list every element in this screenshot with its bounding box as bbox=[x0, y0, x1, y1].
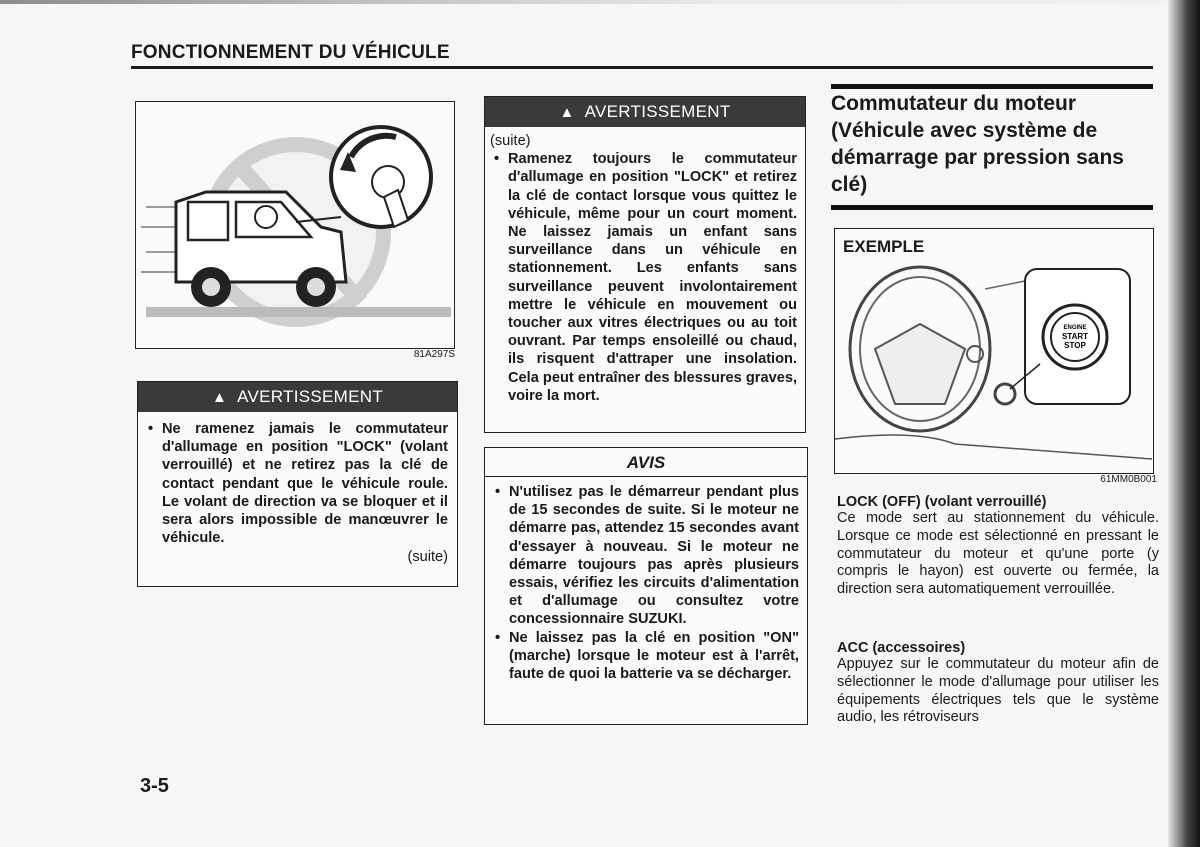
steering-wheel-switch-illustration bbox=[835, 229, 1152, 472]
button-line: STOP bbox=[1064, 341, 1086, 350]
warning-box-middle bbox=[484, 96, 806, 433]
figure-code: 81A297S bbox=[413, 349, 455, 360]
page-top-shadow bbox=[0, 0, 1200, 4]
title-rule-top bbox=[831, 84, 1153, 89]
acc-text: Appuyez sur le commutateur du moteur afin de sélectionner le mode d'allumage pour utiliser les équipements électriques tels que le système audio, les rétroviseurs bbox=[837, 656, 1159, 726]
notice-body bbox=[485, 477, 807, 683]
header-rule bbox=[131, 66, 1153, 69]
title-rule-bottom bbox=[831, 205, 1153, 210]
warning-title: AVERTISSEMENT bbox=[237, 387, 384, 406]
notice-title: AVIS bbox=[485, 448, 807, 477]
button-line: START bbox=[1061, 332, 1089, 341]
figure-code: 61MM0B001 bbox=[1100, 474, 1157, 485]
warning-box-left bbox=[137, 381, 458, 587]
lock-heading: LOCK (OFF) (volant verrouillé) bbox=[837, 494, 1047, 510]
page-number: 3-5 bbox=[140, 775, 169, 797]
figure-engine-switch bbox=[834, 228, 1154, 474]
warning-triangle-icon: ▲ bbox=[211, 389, 228, 406]
warning-header bbox=[138, 382, 457, 412]
acc-section bbox=[837, 640, 1159, 727]
notice-bullet: • Ne laissez pas la clé en position "ON" (marche) lorsque le moteur est à l'arrêt, faute de quoi la batterie va se décharger. bbox=[491, 629, 799, 684]
book-spine-shadow bbox=[1168, 0, 1200, 847]
warning-body bbox=[485, 127, 805, 405]
warning-title: AVERTISSEMENT bbox=[584, 102, 731, 121]
warning-body bbox=[138, 412, 457, 567]
continued-label: (suite) bbox=[490, 133, 531, 149]
section-title: Commutateur du moteur (Véhicule avec système de démarrage par pression sans clé) bbox=[831, 92, 1124, 196]
warning-triangle-icon: ▲ bbox=[559, 104, 575, 121]
illustration-car-no-lock bbox=[135, 101, 455, 349]
lock-section bbox=[837, 494, 1159, 599]
warning-bullet: • Ramenez toujours le commutateur d'allumage en position "LOCK" et retirez la clé de contact lorsque vous quittez le véhicule, même pour un court moment. Ne laissez jamais un enfant sans surveillance dans un véhicule en stationnement. Les enfants sans surveillance peuvent involontairement mettre le véhicule en mouvement ou toucher aux vitres électriques ou au toit ouvrant. Par temps ensoleillé ou chaud, ils risquent d'attraper une insolation. Cela peut entraîner des blessures graves, voire la mort. bbox=[490, 150, 797, 405]
section-header: FONCTIONNEMENT DU VÉHICULE bbox=[131, 42, 450, 63]
figure-label: EXEMPLE bbox=[843, 237, 925, 256]
car-prohibited-illustration bbox=[136, 102, 453, 347]
lock-text: Ce mode sert au stationnement du véhicule. Lorsque ce mode est sélectionné en pressant le commutateur du moteur et qu'une porte (y compris le hayon) est ouverte ou fermée, la direction sera automatiquement verrouillée. bbox=[837, 510, 1159, 598]
continued-label: (suite) bbox=[407, 549, 448, 566]
notice-bullet: • N'utilisez pas le démarreur pendant plus de 15 secondes de suite. Si le moteur ne démarre pas, attendez 15 secondes avant d'essayer à nouveau. Si le moteur ne démarre toujours pas après plusieurs essais, vérifiez les circuits d'alimentation et d'allumage ou consultez votre concessionnaire SUZUKI. bbox=[491, 483, 799, 629]
acc-heading: ACC (accessoires) bbox=[837, 640, 966, 656]
warning-header bbox=[485, 97, 805, 127]
notice-box bbox=[484, 447, 808, 725]
warning-bullet: • Ne ramenez jamais le commutateur d'allumage en position "LOCK" (volant verrouillé) et ne retirez pas la clé de contact pendant que le véhicule roule. Le volant de direction va se bloquer et il sera alors impossible de manœuvrer le véhicule. bbox=[144, 420, 448, 547]
button-line: ENGINE bbox=[1063, 325, 1087, 331]
